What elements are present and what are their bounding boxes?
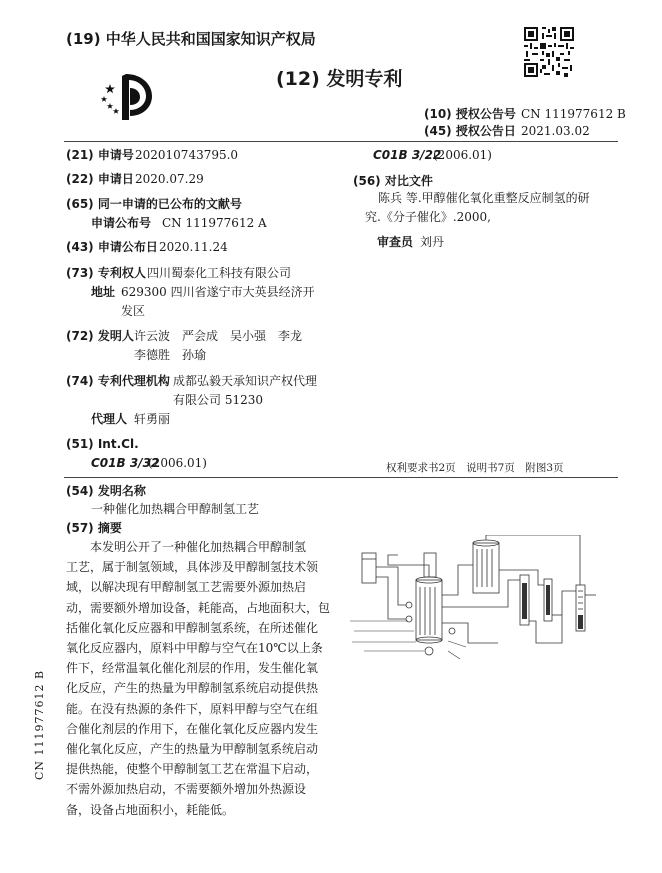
abstract-line: 括催化氧化反应器和甲醇制氢系统，在所述催化 bbox=[66, 620, 319, 635]
address-line-2: 发区 bbox=[121, 304, 146, 318]
pub-date-value: 2020.11.24 bbox=[159, 240, 228, 254]
pub-date-label: (43) 申请公布日 bbox=[66, 240, 158, 254]
abstract-line: 动，需要额外增加设备，耗能高，占地面积大，包 bbox=[66, 600, 331, 615]
refs-label: (56) 对比文件 bbox=[353, 174, 433, 188]
abstract-line: 不需外源加热启动，不需要额外增加外热源设 bbox=[66, 782, 307, 797]
abstract-line: 化反应，产生的热量为甲醇制氢系统启动提供热 bbox=[66, 681, 319, 696]
abstract-line: 能。在没有热源的条件下，原料甲醇与空气在组 bbox=[66, 701, 319, 716]
pub-no-value: CN 111977612 A bbox=[162, 216, 267, 230]
body-divider bbox=[64, 477, 618, 478]
examiner-value: 刘丹 bbox=[420, 235, 445, 249]
app-date-value: 2020.07.29 bbox=[135, 172, 204, 186]
patentee-value: 四川蜀泰化工科技有限公司 bbox=[147, 266, 292, 280]
agency-line-2: 有限公司 51230 bbox=[173, 393, 263, 407]
intcl-date: (2006.01) bbox=[148, 456, 207, 470]
prior-pub-label: (65) 同一申请的已公布的文献号 bbox=[66, 197, 242, 211]
cnipa-logo-icon bbox=[96, 70, 158, 122]
abstract-label: (57) 摘要 bbox=[66, 521, 122, 535]
agency-line-1: 成都弘毅天承知识产权代理 bbox=[173, 374, 318, 388]
examiner-label: 审查员 bbox=[377, 235, 414, 249]
refs-line-2: 究.《分子催化》.2000, bbox=[365, 210, 491, 224]
inventors-line-2: 李德胜 孙瑜 bbox=[134, 348, 207, 362]
address-label: 地址 bbox=[91, 285, 116, 299]
patentee-label: (73) 专利权人 bbox=[66, 266, 146, 280]
intcl-value: C01B 3/32 bbox=[91, 456, 160, 470]
cls-date: (2006.01) bbox=[433, 148, 492, 162]
abstract-line: 域，以解决现有甲醇制氢工艺需要外源加热启 bbox=[66, 580, 307, 595]
grant-no-label: (10) 授权公告号 bbox=[424, 107, 516, 121]
agent-label: 代理人 bbox=[91, 412, 128, 426]
abstract-line: 提供热能，使整个甲醇制氢工艺在常温下启动， bbox=[66, 762, 319, 777]
abstract-body bbox=[66, 537, 346, 820]
grant-no-value: CN 111977612 B bbox=[521, 107, 626, 121]
pages-info: 权利要求书2页 说明书7页 附图3页 bbox=[386, 462, 564, 474]
abstract-line: 件下，经常温氧化催化剂层的作用，发生催化氧 bbox=[66, 661, 319, 676]
abstract-line: 备，设备占地面积小，耗能低。 bbox=[66, 802, 235, 817]
grant-date-label: (45) 授权公告日 bbox=[424, 124, 516, 138]
doc-type-title: (12) 发明专利 bbox=[276, 68, 403, 90]
agency-label: (74) 专利代理机构 bbox=[66, 374, 170, 388]
abstract-line: 本发明公开了一种催化加热耦合甲醇制氢 bbox=[66, 540, 307, 554]
intcl-label: (51) Int.Cl. bbox=[66, 437, 139, 451]
title-label: (54) 发明名称 bbox=[66, 484, 146, 498]
abstract-line: 合催化剂层的作用下，在催化氧化反应器内发生 bbox=[66, 721, 319, 736]
refs-line-1: 陈兵 等.甲醇催化氧化重整反应制氢的研 bbox=[378, 191, 590, 205]
address-line-1: 629300 四川省遂宁市大英县经济开 bbox=[121, 285, 315, 299]
app-no-value: 202010743795.0 bbox=[135, 148, 239, 162]
app-date-label: (22) 申请日 bbox=[66, 172, 134, 186]
inventors-label: (72) 发明人 bbox=[66, 329, 134, 343]
qr-code-icon bbox=[524, 27, 574, 77]
cls-value: C01B 3/22 bbox=[373, 148, 442, 162]
app-no-label: (21) 申请号 bbox=[66, 148, 134, 162]
agent-value: 轩勇丽 bbox=[134, 412, 171, 426]
header-divider bbox=[64, 141, 618, 142]
abstract-line: 工艺，属于制氢领域，具体涉及甲醇制氢技术领 bbox=[66, 560, 319, 575]
pub-no-label: 申请公布号 bbox=[91, 216, 152, 230]
inventors-line-1: 许云波 严会成 吴小强 李龙 bbox=[134, 329, 303, 343]
invention-title: 一种催化加热耦合甲醇制氢工艺 bbox=[91, 502, 260, 516]
process-flow-diagram bbox=[348, 535, 598, 670]
office-name: (19) 中华人民共和国国家知识产权局 bbox=[66, 30, 316, 48]
abstract-line: 氧化反应器内，原料中甲醇与空气在10℃以上条 bbox=[66, 641, 323, 656]
abstract-line: 催化氧化反应，产生的热量为甲醇制氢系统启动 bbox=[66, 742, 319, 757]
side-patent-number: CN 111977612 B bbox=[33, 669, 46, 780]
grant-date-value: 2021.03.02 bbox=[521, 124, 590, 138]
